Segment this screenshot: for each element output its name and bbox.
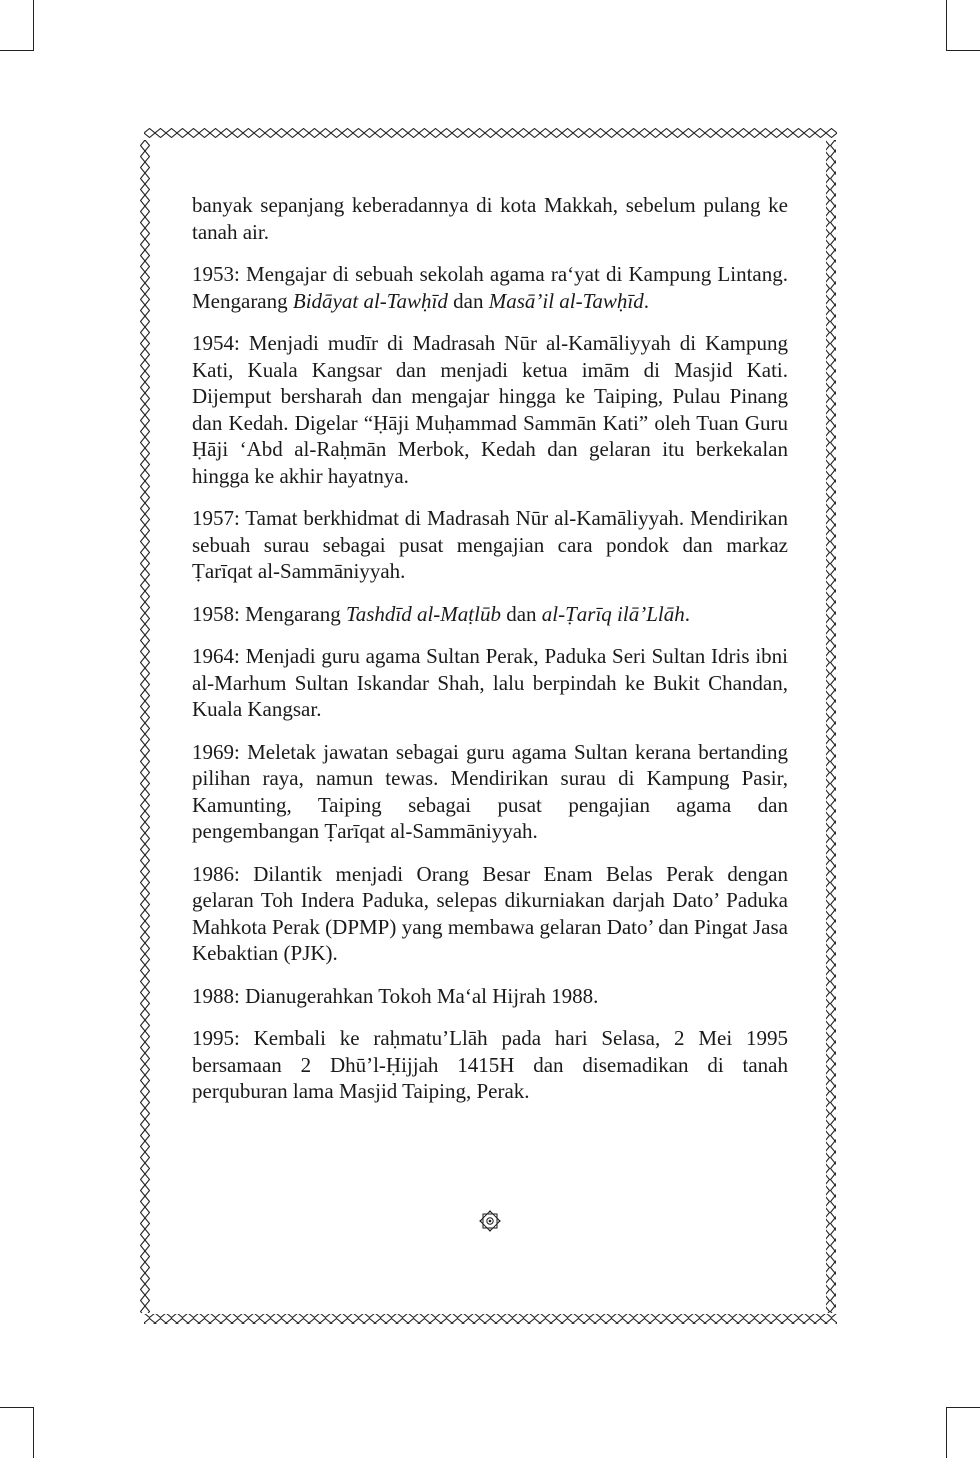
timeline-paragraph — [192, 983, 788, 1010]
timeline-paragraph — [192, 330, 788, 489]
paragraph-text: 1958: Mengarang — [192, 601, 346, 626]
book-title: al-Ṭarīq ilā’Llāh — [541, 601, 685, 626]
paragraph-text: . — [684, 601, 690, 626]
book-title: Bidāyat al-Tawḥīd — [292, 288, 448, 313]
book-title: Tashdīd al-Maṭlūb — [345, 601, 501, 626]
paragraph-text: 1964: Menjadi guru agama Sultan Perak, Paduka Seri Sultan Idris ibni al-Marhum Sultan Iskandar Shah, lalu berpindah ke Bukit Chandan, Kuala Kangsar. — [192, 644, 788, 721]
timeline-paragraph — [192, 261, 788, 314]
timeline-paragraph — [192, 861, 788, 967]
paragraph-text: 1986: Dilantik menjadi Orang Besar Enam Belas Perak dengan gelaran Toh Indera Paduka, selepas dikurniakan darjah Dato’ Paduka Mahkota Perak (DPMP) yang membawa gelaran Dato’ dan Pingat Jasa Kebaktian (PJK). — [192, 861, 788, 965]
paragraph-text: 1995: Kembali ke raḥmatu’Llāh pada hari Selasa, 2 Mei 1995 bersamaan 2 Dhū’l-Ḥijjah 1415H dan disemadikan di tanah perquburan lama Masjid Taiping, Perak. — [192, 1026, 788, 1103]
timeline-paragraph — [192, 601, 788, 628]
floral-ornament-icon — [479, 1210, 501, 1232]
timeline-paragraph — [192, 739, 788, 845]
timeline-paragraph — [192, 1025, 788, 1105]
timeline-text — [192, 192, 788, 1121]
paragraph-text: dan — [447, 288, 489, 313]
paragraph-text: 1969: Meletak jawatan sebagai guru agama Sultan kerana bertanding pilihan raya, namun tewas. Mendirikan surau di Kampung Pasir, Kamunting, Taiping sebagai pusat pengajian agama dan pengembangan Ṭarīqat al-Sammāniyyah. — [192, 739, 788, 843]
paragraph-text: 1954: Menjadi mudīr di Madrasah Nūr al-Kamāliyyah di Kampung Kati, Kuala Kangsar dan menjadi ketua imām di Masjid Kati. Dijemput bersharah dan mengajar hingga ke Taiping, Pulau Pinang dan Kedah. Digelar “Ḥāji Muḥammad Sammān Kati” oleh Tuan Guru Ḥāji ‘Abd al-Raḥmān Merbok, Kedah dan gelaran itu berkekalan hingga ke akhir hayatnya. — [192, 331, 788, 488]
timeline-paragraph — [192, 505, 788, 585]
paragraph-text: . — [643, 288, 649, 313]
paragraph-text: banyak sepanjang keberadannya di kota Makkah, sebelum pulang ke tanah air. — [192, 193, 788, 244]
paragraph-text: 1988: Dianugerahkan Tokoh Ma‘al Hijrah 1988. — [192, 983, 599, 1008]
paragraph-text: dan — [500, 601, 542, 626]
timeline-paragraph — [192, 192, 788, 245]
timeline-paragraph — [192, 643, 788, 723]
paragraph-text: 1953: Mengajar di sebuah sekolah agama ra‘yat di Kampung Lintang. Mengarang — [192, 262, 788, 313]
paragraph-text: 1957: Tamat berkhidmat di Madrasah Nūr al-Kamāliyyah. Mendirikan sebuah surau sebagai pusat mengajian cara pondok dan markaz Ṭarīqat al-Sammāniyyah. — [192, 506, 788, 583]
book-title: Masā’il al-Tawḥīd — [488, 288, 644, 313]
